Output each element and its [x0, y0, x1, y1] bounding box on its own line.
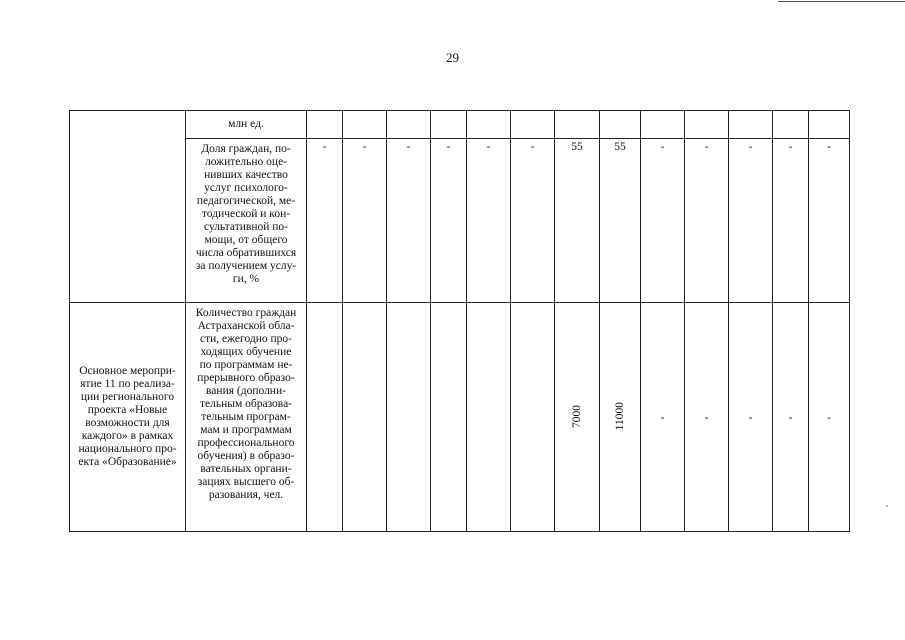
activity-cell: Основное меропри- ятие 11 по реализа- ции регионального проекта «Новые возможности для каждого» в рамках национального про- екта «Образование» [70, 303, 186, 532]
count-value-cell [467, 303, 511, 532]
share-value-cell: - [641, 139, 685, 303]
count-value-vertical: 7000 [570, 404, 583, 428]
unit-empty-cell [431, 111, 467, 139]
unit-cell: млн ед. [186, 111, 307, 139]
share-value-cell: - [773, 139, 809, 303]
count-value-cell: - [641, 303, 685, 532]
unit-empty-cell [685, 111, 729, 139]
count-value-cell: - [685, 303, 729, 532]
indicators-table [69, 110, 850, 532]
share-value-cell: - [467, 139, 511, 303]
count-value-cell [431, 303, 467, 532]
unit-empty-cell [511, 111, 555, 139]
count-value-cell [555, 303, 600, 532]
unit-empty-cell [387, 111, 431, 139]
unit-empty-cell [307, 111, 343, 139]
share-value-cell: - [387, 139, 431, 303]
unit-empty-cell [343, 111, 387, 139]
share-indicator-cell: Доля граждан, по- ложительно оце- нивших качество услуг психолого- педагогической, ме- тодической и кон- сультативной по- мощи, от общего числа обратившихся за получением услу- ги, % [186, 139, 307, 303]
count-value-cell: - [809, 303, 850, 532]
unit-empty-cell [467, 111, 511, 139]
share-value-cell: 55 [555, 139, 600, 303]
unit-empty-cell [600, 111, 641, 139]
count-value-cell [343, 303, 387, 532]
share-value-cell: - [511, 139, 555, 303]
unit-empty-cell [773, 111, 809, 139]
unit-empty-cell [641, 111, 685, 139]
unit-empty-cell [555, 111, 600, 139]
share-value-cell: - [431, 139, 467, 303]
share-value-cell: - [307, 139, 343, 303]
unit-empty-cell [809, 111, 850, 139]
share-row [70, 139, 850, 303]
activity-cell-empty [70, 111, 186, 303]
count-indicator-cell: Количество граждан Астраханской обла- сти, ежегодно про- ходящих обучение по программам не- прерывного образо- вания (дополни- тельным образова- тельным програм- мам и программам профессионального обучения) в образо- вательных органи- зациях высшего об- разования, чел. [186, 303, 307, 532]
share-value-cell: - [685, 139, 729, 303]
count-value-vertical: 11000 [613, 401, 626, 431]
unit-empty-cell [729, 111, 773, 139]
unit-row [70, 111, 850, 139]
page-number: 29 [446, 50, 459, 65]
count-value-cell: - [729, 303, 773, 532]
share-value-cell: - [343, 139, 387, 303]
count-value-cell [511, 303, 555, 532]
share-value-cell: 55 [600, 139, 641, 303]
top-edge-line [778, 1, 905, 2]
share-value-cell: - [809, 139, 850, 303]
count-value-cell [387, 303, 431, 532]
count-row [70, 303, 850, 532]
count-value-cell [600, 303, 641, 532]
count-value-cell: - [773, 303, 809, 532]
share-value-cell: - [729, 139, 773, 303]
scan-speck [886, 505, 888, 507]
count-value-cell [307, 303, 343, 532]
